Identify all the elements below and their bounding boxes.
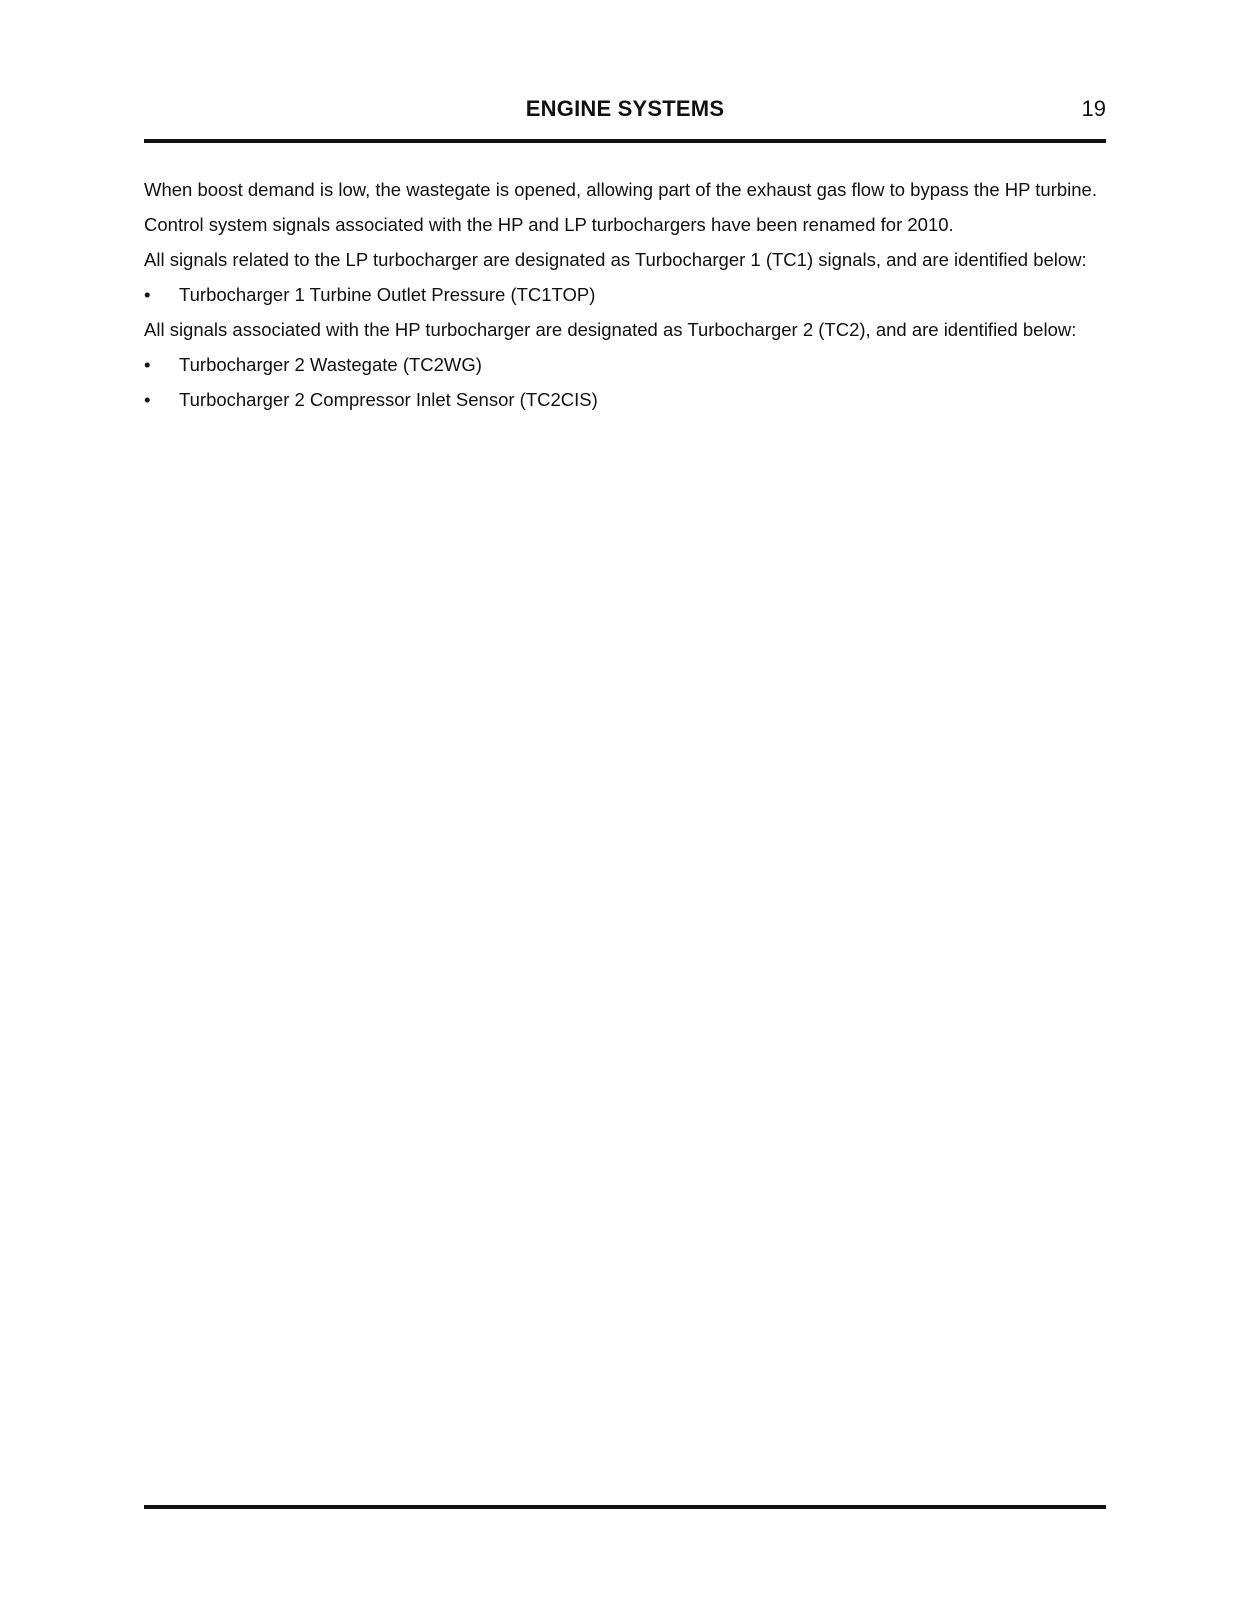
paragraph-lp-turbocharger: All signals related to the LP turbocharger are designated as Turbocharger 1 (TC1) signals, and are identified below:	[144, 249, 1087, 270]
page-header	[144, 94, 1106, 128]
paragraph-signals-renamed: Control system signals associated with the HP and LP turbochargers have been renamed for 2010.	[144, 214, 954, 235]
list-item	[144, 283, 1106, 307]
page-body	[144, 178, 1106, 423]
section-title: ENGINE SYSTEMS	[525, 96, 725, 121]
list-item	[144, 388, 1106, 412]
bullet-icon: •	[144, 284, 151, 305]
page-number: 19	[1081, 96, 1106, 121]
list-item-text: Turbocharger 2 Wastegate (TC2WG)	[179, 354, 482, 375]
footer-rule	[144, 1505, 1106, 1509]
list-item-text: Turbocharger 1 Turbine Outlet Pressure (TC1TOP)	[179, 284, 596, 305]
bullet-icon: •	[144, 389, 151, 410]
header-rule	[144, 139, 1106, 143]
bullet-icon: •	[144, 354, 151, 375]
paragraph-hp-turbocharger: All signals associated with the HP turbocharger are designated as Turbocharger 2 (TC2), and are identified below:	[144, 319, 1077, 340]
list-item	[144, 353, 1106, 377]
paragraph-wastegate: When boost demand is low, the wastegate is opened, allowing part of the exhaust gas flow to bypass the HP turbine.	[144, 179, 1097, 200]
list-item-text: Turbocharger 2 Compressor Inlet Sensor (TC2CIS)	[179, 389, 598, 410]
